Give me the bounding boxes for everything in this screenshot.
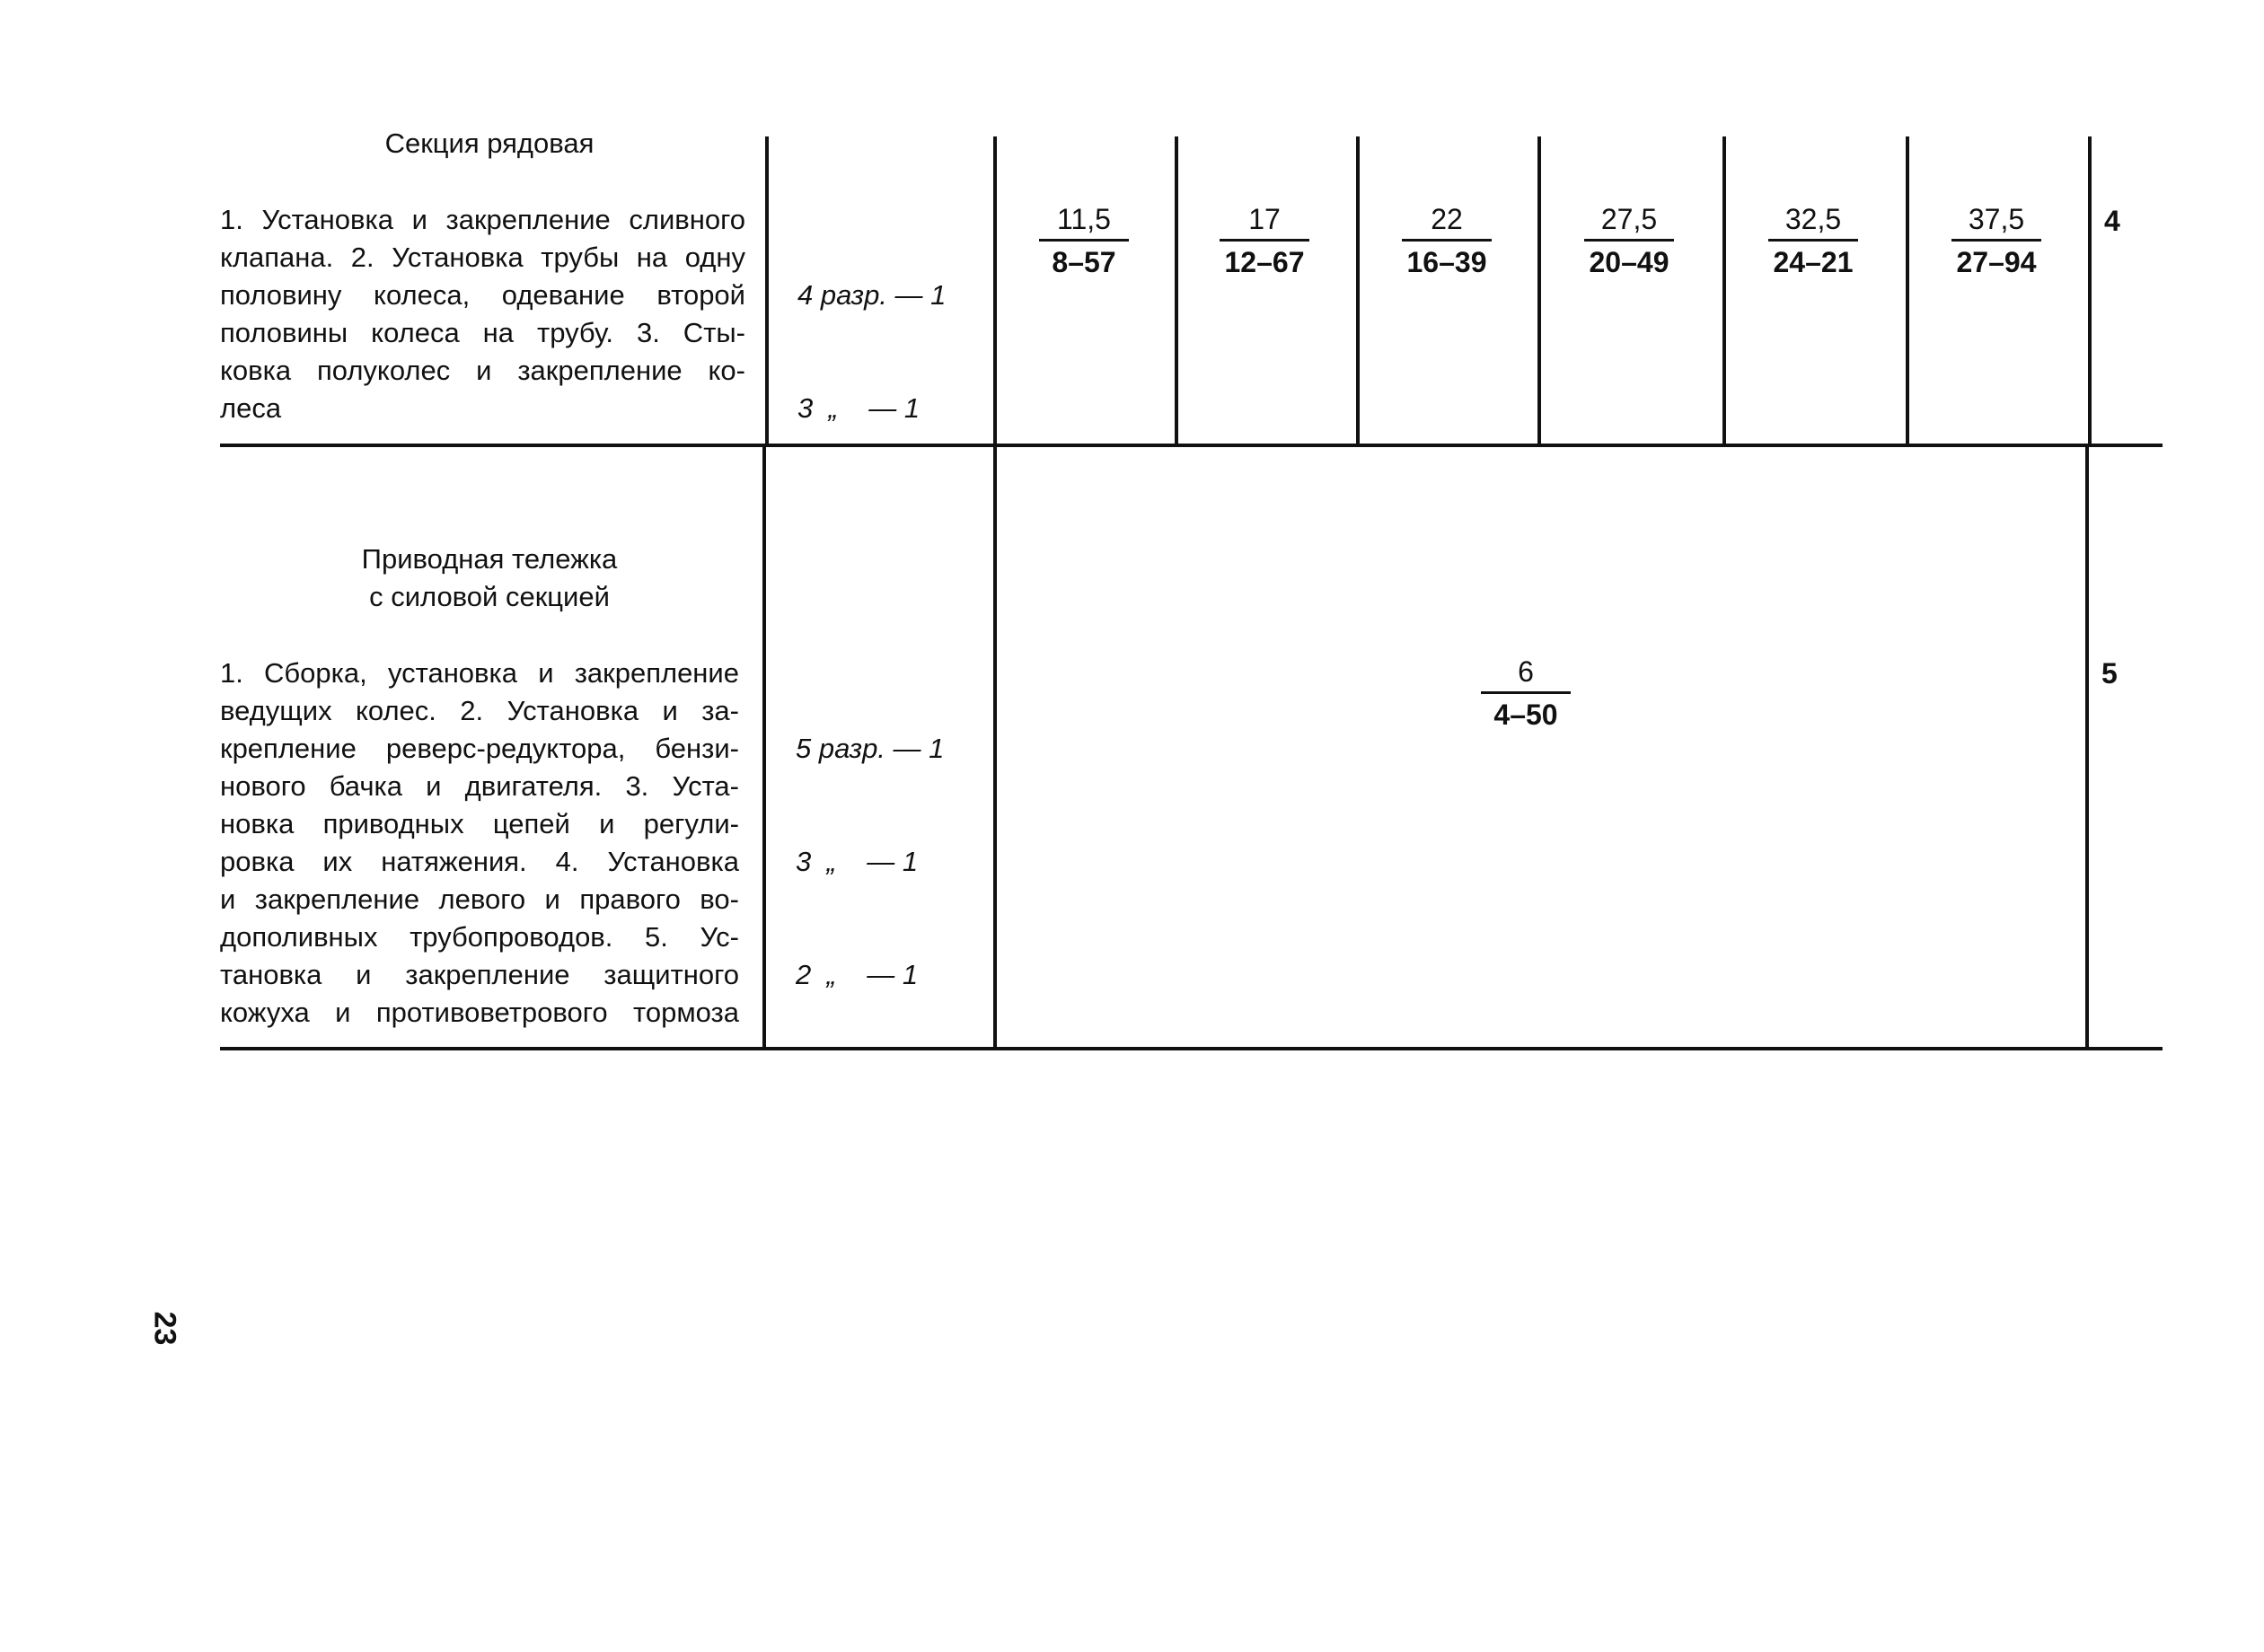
page-number: 23 <box>147 1311 182 1346</box>
column-divider <box>1722 136 1726 445</box>
column-divider <box>762 445 766 1049</box>
description-line: половину колеса, одевание второй <box>220 279 745 311</box>
norm-value <box>1384 199 1510 283</box>
row-number: 5 <box>2101 657 2118 690</box>
column-divider <box>1356 136 1360 445</box>
price-value: 4–50 <box>1493 699 1558 731</box>
description-line: кожуха и противоветрового тормоза <box>220 997 739 1028</box>
operation-description <box>220 655 739 1032</box>
description-line: 1. Установка и закрепление сливного <box>220 204 745 235</box>
norm-value <box>1934 199 2059 283</box>
grade-line: 4 разр. — 1 <box>797 279 947 311</box>
column-divider <box>2088 136 2092 445</box>
worker-grades <box>796 655 944 1032</box>
price-value: 8–57 <box>1052 246 1116 278</box>
norm-value <box>1021 199 1147 283</box>
description-line: леса <box>220 392 282 424</box>
grade-line: 3 „ — 1 <box>796 846 919 877</box>
column-divider <box>993 136 997 445</box>
column-divider <box>765 136 769 445</box>
description-line: нового бачка и двигателя. 3. Уста- <box>220 770 739 802</box>
norm-value <box>1463 652 1589 735</box>
norm-value <box>1750 199 1876 283</box>
description-line: новка приводных цепей и регули- <box>220 808 739 839</box>
time-norm: 22 <box>1431 203 1463 235</box>
column-divider <box>1537 136 1541 445</box>
row-number: 4 <box>2104 205 2120 237</box>
row-divider-1 <box>220 444 2163 447</box>
time-norm: 17 <box>1248 203 1281 235</box>
column-divider <box>2085 445 2089 1049</box>
description-line: тановка и закрепление защитного <box>220 959 739 990</box>
grade-line: 5 разр. — 1 <box>796 733 945 764</box>
price-value: 12–67 <box>1224 246 1305 278</box>
column-divider <box>1906 136 1909 445</box>
row-divider-2 <box>220 1047 2163 1050</box>
price-value: 27–94 <box>1956 246 2037 278</box>
norm-value <box>1202 199 1327 283</box>
column-divider <box>993 445 997 1049</box>
description-line: дополивных трубопроводов. 5. Ус- <box>220 921 739 953</box>
norm-value <box>1566 199 1692 283</box>
price-value: 24–21 <box>1773 246 1854 278</box>
price-value: 20–49 <box>1589 246 1669 278</box>
price-value: 16–39 <box>1406 246 1487 278</box>
time-norm: 27,5 <box>1600 203 1658 235</box>
time-norm: 32,5 <box>1784 203 1842 235</box>
description-line: половины колеса на трубу. 3. Сты- <box>220 317 745 348</box>
time-norm: 6 <box>1518 655 1534 688</box>
section-heading-line: Приводная тележка <box>361 543 618 575</box>
description-line: ведущих колес. 2. Установка и за- <box>220 695 739 726</box>
description-line: клапана. 2. Установка трубы на одну <box>220 242 745 273</box>
section-heading-line: с силовой секцией <box>369 581 610 612</box>
description-line: и закрепление левого и правого во- <box>220 883 739 915</box>
time-norm: 37,5 <box>1968 203 2025 235</box>
grade-line: 3 „ — 1 <box>797 392 921 424</box>
section-heading-line: Секция рядовая <box>384 127 595 159</box>
operation-description <box>220 201 745 427</box>
grade-line: 2 „ — 1 <box>796 959 919 990</box>
worker-grades <box>797 201 946 465</box>
description-line: ковка полуколес и закрепление ко- <box>220 355 745 386</box>
description-line: 1. Сборка, установка и закрепление <box>220 657 739 689</box>
column-divider <box>1175 136 1178 445</box>
time-norm: 11,5 <box>1057 203 1111 235</box>
section-heading <box>220 127 759 160</box>
description-line: ровка их натяжения. 4. Установка <box>220 846 739 877</box>
section-heading <box>220 540 759 616</box>
description-line: крепление реверс-редуктора, бензи- <box>220 733 739 764</box>
